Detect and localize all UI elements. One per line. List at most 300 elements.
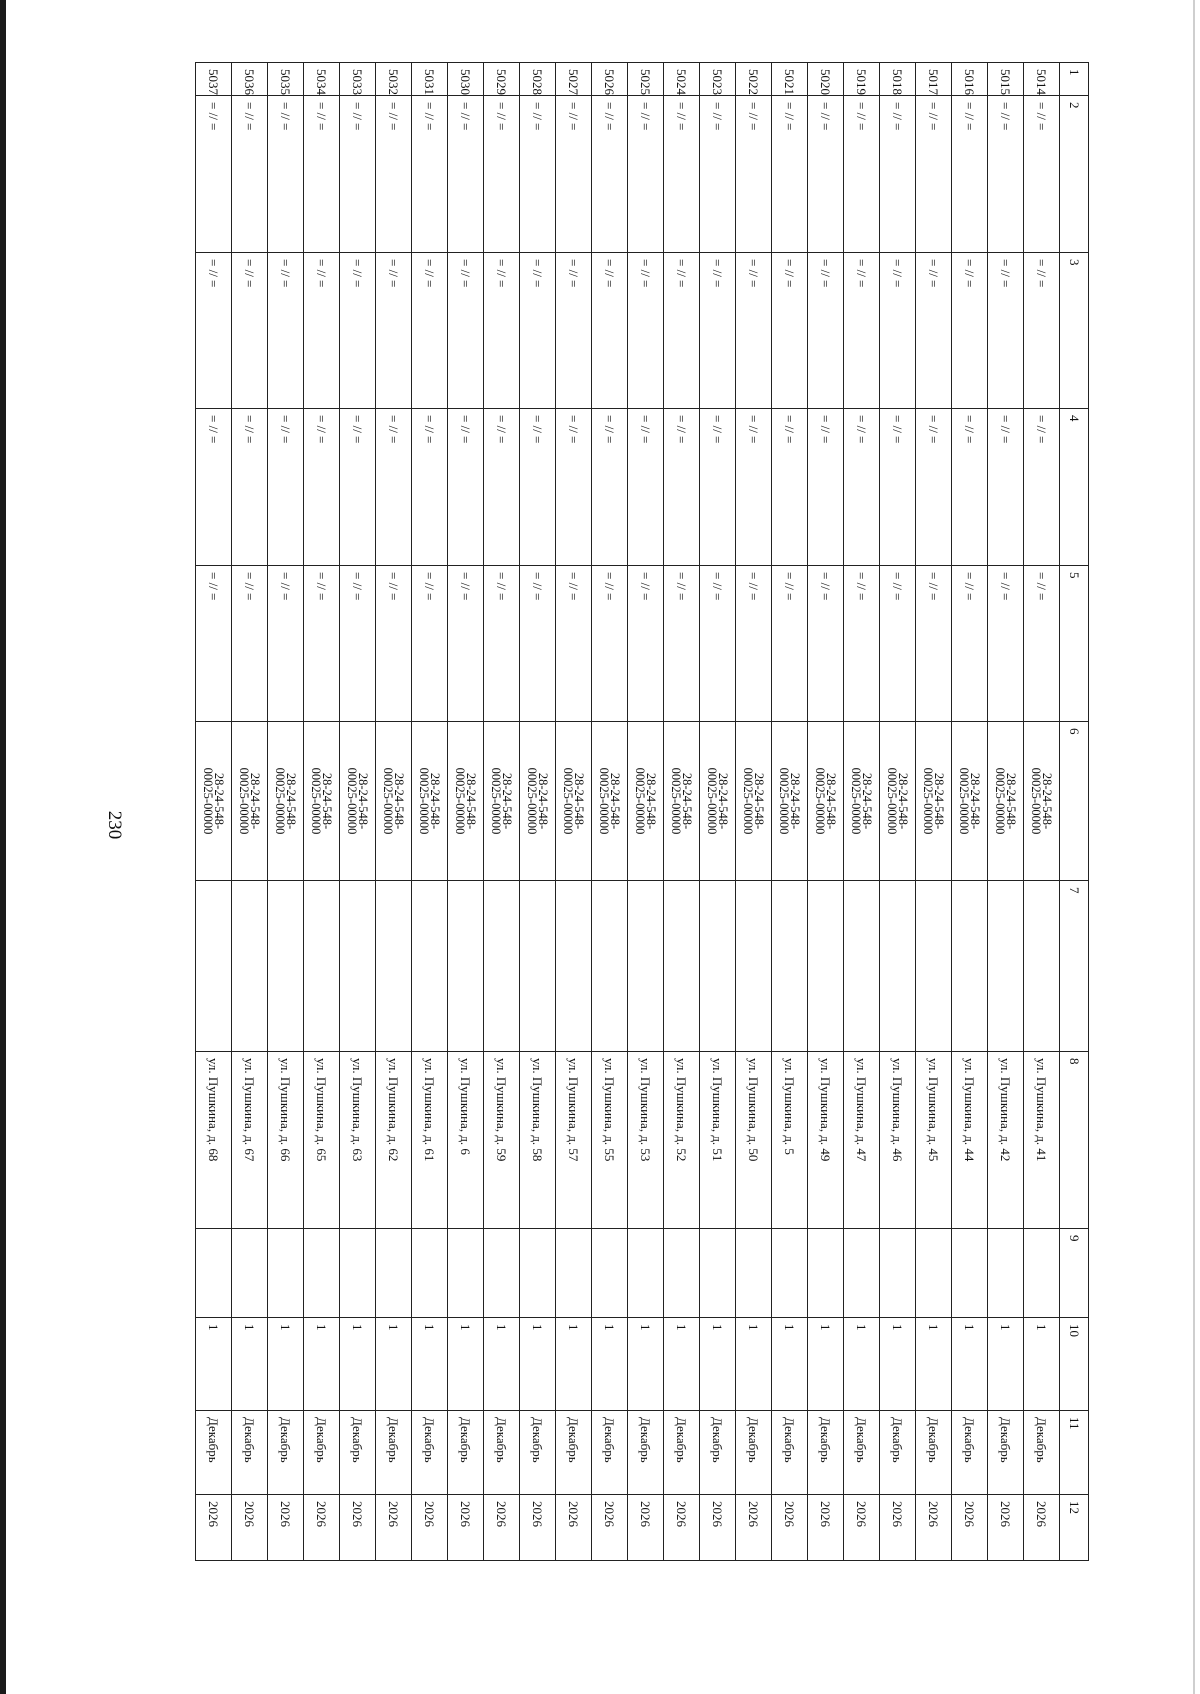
ditto-cell: = // = xyxy=(412,96,448,253)
quantity-cell: 1 xyxy=(340,1318,376,1411)
address-cell: ул. Пушкина, д. 41 xyxy=(1024,1052,1060,1229)
table-row xyxy=(844,63,880,1561)
address-cell: ул. Пушкина, д. 46 xyxy=(880,1052,916,1229)
column-header: 2 xyxy=(1060,96,1089,253)
scan-edge-right xyxy=(1193,0,1195,1694)
code-cell xyxy=(736,722,772,881)
ditto-cell: = // = xyxy=(484,96,520,253)
column-header: 11 xyxy=(1060,1411,1089,1495)
ditto-cell: = // = xyxy=(808,96,844,253)
ditto-cell: = // = xyxy=(952,409,988,566)
ditto-cell: = // = xyxy=(772,253,808,409)
row-number-cell: 5032 xyxy=(376,63,412,96)
address-cell: ул. Пушкина, д. 53 xyxy=(628,1052,664,1229)
code-cell xyxy=(700,722,736,881)
ditto-cell: = // = xyxy=(196,566,232,722)
ditto-cell: = // = xyxy=(196,96,232,253)
rotated-table-container xyxy=(195,62,1089,1560)
row-number-cell: 5037 xyxy=(196,63,232,96)
code-line-1: 28-24-548- xyxy=(1040,772,1055,830)
year-cell: 2026 xyxy=(304,1495,340,1561)
code-line-1: 28-24-548- xyxy=(932,772,947,830)
code-line-1: 28-24-548- xyxy=(320,772,335,830)
code-cell xyxy=(304,722,340,881)
month-cell: Декабрь xyxy=(304,1411,340,1495)
year-cell: 2026 xyxy=(772,1495,808,1561)
ditto-cell: = // = xyxy=(988,96,1024,253)
code-line-1: 28-24-548- xyxy=(284,772,299,830)
ditto-cell: = // = xyxy=(592,409,628,566)
code-line-1: 28-24-548- xyxy=(248,772,263,830)
row-number-cell: 5029 xyxy=(484,63,520,96)
ditto-cell: = // = xyxy=(484,409,520,566)
row-number-cell: 5014 xyxy=(1024,63,1060,96)
table-row xyxy=(268,63,304,1561)
table-row xyxy=(520,63,556,1561)
month-cell: Декабрь xyxy=(664,1411,700,1495)
empty-cell xyxy=(736,881,772,1052)
code-cell xyxy=(844,722,880,881)
address-cell: ул. Пушкина, д. 68 xyxy=(196,1052,232,1229)
row-number-cell: 5023 xyxy=(700,63,736,96)
quantity-cell: 1 xyxy=(772,1318,808,1411)
code-cell xyxy=(592,722,628,881)
empty-cell xyxy=(412,1229,448,1318)
empty-cell xyxy=(844,1229,880,1318)
ditto-cell: = // = xyxy=(700,409,736,566)
page-number: 230 xyxy=(104,810,125,840)
row-number-cell: 5019 xyxy=(844,63,880,96)
empty-cell xyxy=(448,881,484,1052)
ditto-cell: = // = xyxy=(232,566,268,722)
code-line-2: 00025-00000 xyxy=(669,767,684,835)
address-cell: ул. Пушкина, д. 42 xyxy=(988,1052,1024,1229)
year-cell: 2026 xyxy=(448,1495,484,1561)
address-cell: ул. Пушкина, д. 50 xyxy=(736,1052,772,1229)
empty-cell xyxy=(448,1229,484,1318)
ditto-cell: = // = xyxy=(628,409,664,566)
ditto-cell: = // = xyxy=(880,409,916,566)
ditto-cell: = // = xyxy=(232,253,268,409)
ditto-cell: = // = xyxy=(916,566,952,722)
ditto-cell: = // = xyxy=(664,566,700,722)
empty-cell xyxy=(628,1229,664,1318)
year-cell: 2026 xyxy=(808,1495,844,1561)
code-line-2: 00025-00000 xyxy=(417,767,432,835)
address-cell: ул. Пушкина, д. 57 xyxy=(556,1052,592,1229)
empty-cell xyxy=(520,881,556,1052)
table-row xyxy=(628,63,664,1561)
ditto-cell: = // = xyxy=(880,566,916,722)
code-line-1: 28-24-548- xyxy=(716,772,731,830)
year-cell: 2026 xyxy=(844,1495,880,1561)
empty-cell xyxy=(880,1229,916,1318)
column-header: 8 xyxy=(1060,1052,1089,1229)
empty-cell xyxy=(592,1229,628,1318)
row-number-cell: 5022 xyxy=(736,63,772,96)
row-number-cell: 5017 xyxy=(916,63,952,96)
table-row xyxy=(232,63,268,1561)
ditto-cell: = // = xyxy=(556,409,592,566)
ditto-cell: = // = xyxy=(304,409,340,566)
address-cell: ул. Пушкина, д. 52 xyxy=(664,1052,700,1229)
empty-cell xyxy=(520,1229,556,1318)
ditto-cell: = // = xyxy=(304,253,340,409)
empty-cell xyxy=(232,881,268,1052)
address-cell: ул. Пушкина, д. 66 xyxy=(268,1052,304,1229)
empty-cell xyxy=(1024,1229,1060,1318)
code-cell xyxy=(772,722,808,881)
quantity-cell: 1 xyxy=(196,1318,232,1411)
ditto-cell: = // = xyxy=(520,409,556,566)
ditto-cell: = // = xyxy=(808,566,844,722)
year-cell: 2026 xyxy=(484,1495,520,1561)
code-line-1: 28-24-548- xyxy=(968,772,983,830)
ditto-cell: = // = xyxy=(556,96,592,253)
ditto-cell: = // = xyxy=(520,96,556,253)
ditto-cell: = // = xyxy=(700,253,736,409)
quantity-cell: 1 xyxy=(736,1318,772,1411)
ditto-cell: = // = xyxy=(736,253,772,409)
code-cell xyxy=(664,722,700,881)
code-cell xyxy=(196,722,232,881)
empty-cell xyxy=(700,1229,736,1318)
column-header: 9 xyxy=(1060,1229,1089,1318)
empty-cell xyxy=(628,881,664,1052)
row-number-cell: 5020 xyxy=(808,63,844,96)
table-row xyxy=(340,63,376,1561)
ditto-cell: = // = xyxy=(664,409,700,566)
code-cell xyxy=(880,722,916,881)
column-header: 5 xyxy=(1060,566,1089,722)
quantity-cell: 1 xyxy=(412,1318,448,1411)
month-cell: Декабрь xyxy=(556,1411,592,1495)
code-cell xyxy=(484,722,520,881)
table-row xyxy=(880,63,916,1561)
month-cell: Декабрь xyxy=(772,1411,808,1495)
year-cell: 2026 xyxy=(232,1495,268,1561)
month-cell: Декабрь xyxy=(484,1411,520,1495)
address-cell: ул. Пушкина, д. 62 xyxy=(376,1052,412,1229)
month-cell: Декабрь xyxy=(340,1411,376,1495)
code-line-2: 00025-00000 xyxy=(489,767,504,835)
code-line-2: 00025-00000 xyxy=(993,767,1008,835)
ditto-cell: = // = xyxy=(952,96,988,253)
month-cell: Декабрь xyxy=(844,1411,880,1495)
empty-cell xyxy=(556,1229,592,1318)
code-line-2: 00025-00000 xyxy=(345,767,360,835)
quantity-cell: 1 xyxy=(988,1318,1024,1411)
code-line-1: 28-24-548- xyxy=(572,772,587,830)
quantity-cell: 1 xyxy=(628,1318,664,1411)
column-header: 6 xyxy=(1060,722,1089,881)
quantity-cell: 1 xyxy=(304,1318,340,1411)
table-row xyxy=(700,63,736,1561)
code-line-1: 28-24-548- xyxy=(536,772,551,830)
empty-cell xyxy=(772,881,808,1052)
ditto-cell: = // = xyxy=(484,566,520,722)
code-cell xyxy=(556,722,592,881)
month-cell: Декабрь xyxy=(376,1411,412,1495)
ditto-cell: = // = xyxy=(844,96,880,253)
ditto-cell: = // = xyxy=(268,96,304,253)
quantity-cell: 1 xyxy=(592,1318,628,1411)
code-line-2: 00025-00000 xyxy=(525,767,540,835)
code-line-1: 28-24-548- xyxy=(824,772,839,830)
table-row xyxy=(304,63,340,1561)
year-cell: 2026 xyxy=(556,1495,592,1561)
ditto-cell: = // = xyxy=(304,566,340,722)
ditto-cell: = // = xyxy=(412,409,448,566)
code-line-1: 28-24-548- xyxy=(608,772,623,830)
address-cell: ул. Пушкина, д. 45 xyxy=(916,1052,952,1229)
code-line-1: 28-24-548- xyxy=(896,772,911,830)
table-row xyxy=(772,63,808,1561)
quantity-cell: 1 xyxy=(664,1318,700,1411)
code-line-2: 00025-00000 xyxy=(849,767,864,835)
ditto-cell: = // = xyxy=(592,566,628,722)
ditto-cell: = // = xyxy=(196,253,232,409)
code-line-1: 28-24-548- xyxy=(860,772,875,830)
empty-cell xyxy=(484,1229,520,1318)
code-line-2: 00025-00000 xyxy=(561,767,576,835)
ditto-cell: = // = xyxy=(376,566,412,722)
quantity-cell: 1 xyxy=(880,1318,916,1411)
quantity-cell: 1 xyxy=(808,1318,844,1411)
row-number-cell: 5024 xyxy=(664,63,700,96)
row-number-cell: 5027 xyxy=(556,63,592,96)
ditto-cell: = // = xyxy=(736,566,772,722)
address-cell: ул. Пушкина, д. 55 xyxy=(592,1052,628,1229)
empty-cell xyxy=(664,1229,700,1318)
empty-cell xyxy=(412,881,448,1052)
ditto-cell: = // = xyxy=(376,409,412,566)
code-line-1: 28-24-548- xyxy=(356,772,371,830)
code-cell xyxy=(808,722,844,881)
ditto-cell: = // = xyxy=(664,96,700,253)
address-cell: ул. Пушкина, д. 5 xyxy=(772,1052,808,1229)
year-cell: 2026 xyxy=(880,1495,916,1561)
quantity-cell: 1 xyxy=(376,1318,412,1411)
empty-cell xyxy=(844,881,880,1052)
code-cell xyxy=(916,722,952,881)
empty-cell xyxy=(340,881,376,1052)
month-cell: Декабрь xyxy=(268,1411,304,1495)
empty-cell xyxy=(988,1229,1024,1318)
ditto-cell: = // = xyxy=(844,253,880,409)
code-line-2: 00025-00000 xyxy=(273,767,288,835)
code-line-2: 00025-00000 xyxy=(813,767,828,835)
ditto-cell: = // = xyxy=(520,566,556,722)
month-cell: Декабрь xyxy=(448,1411,484,1495)
ditto-cell: = // = xyxy=(772,566,808,722)
code-cell xyxy=(376,722,412,881)
year-cell: 2026 xyxy=(592,1495,628,1561)
address-cell: ул. Пушкина, д. 47 xyxy=(844,1052,880,1229)
ditto-cell: = // = xyxy=(880,253,916,409)
year-cell: 2026 xyxy=(952,1495,988,1561)
ditto-cell: = // = xyxy=(844,409,880,566)
empty-cell xyxy=(772,1229,808,1318)
ditto-cell: = // = xyxy=(1024,566,1060,722)
code-line-2: 00025-00000 xyxy=(777,767,792,835)
empty-cell xyxy=(988,881,1024,1052)
table-row xyxy=(484,63,520,1561)
address-cell: ул. Пушкина, д. 58 xyxy=(520,1052,556,1229)
ditto-cell: = // = xyxy=(700,96,736,253)
year-cell: 2026 xyxy=(412,1495,448,1561)
ditto-cell: = // = xyxy=(448,253,484,409)
row-number-cell: 5021 xyxy=(772,63,808,96)
year-cell: 2026 xyxy=(1024,1495,1060,1561)
row-number-cell: 5018 xyxy=(880,63,916,96)
quantity-cell: 1 xyxy=(844,1318,880,1411)
month-cell: Декабрь xyxy=(232,1411,268,1495)
ditto-cell: = // = xyxy=(628,566,664,722)
month-cell: Декабрь xyxy=(808,1411,844,1495)
year-cell: 2026 xyxy=(664,1495,700,1561)
month-cell: Декабрь xyxy=(880,1411,916,1495)
code-line-2: 00025-00000 xyxy=(921,767,936,835)
ditto-cell: = // = xyxy=(736,96,772,253)
empty-cell xyxy=(304,881,340,1052)
quantity-cell: 1 xyxy=(916,1318,952,1411)
address-cell: ул. Пушкина, д. 6 xyxy=(448,1052,484,1229)
empty-cell xyxy=(880,881,916,1052)
code-cell xyxy=(232,722,268,881)
code-line-2: 00025-00000 xyxy=(705,767,720,835)
empty-cell xyxy=(268,1229,304,1318)
address-cell: ул. Пушкина, д. 51 xyxy=(700,1052,736,1229)
empty-cell xyxy=(700,881,736,1052)
code-cell xyxy=(988,722,1024,881)
year-cell: 2026 xyxy=(520,1495,556,1561)
address-cell: ул. Пушкина, д. 63 xyxy=(340,1052,376,1229)
ditto-cell: = // = xyxy=(556,253,592,409)
table-row xyxy=(808,63,844,1561)
ditto-cell: = // = xyxy=(340,253,376,409)
code-line-2: 00025-00000 xyxy=(885,767,900,835)
year-cell: 2026 xyxy=(988,1495,1024,1561)
table-row xyxy=(196,63,232,1561)
month-cell: Декабрь xyxy=(952,1411,988,1495)
address-cell: ул. Пушкина, д. 49 xyxy=(808,1052,844,1229)
register-table xyxy=(195,62,1089,1561)
row-number-cell: 5031 xyxy=(412,63,448,96)
table-row xyxy=(736,63,772,1561)
ditto-cell: = // = xyxy=(448,409,484,566)
ditto-cell: = // = xyxy=(952,566,988,722)
empty-cell xyxy=(952,1229,988,1318)
ditto-cell: = // = xyxy=(916,253,952,409)
column-header: 12 xyxy=(1060,1495,1089,1561)
code-line-1: 28-24-548- xyxy=(212,772,227,830)
code-cell xyxy=(520,722,556,881)
code-line-1: 28-24-548- xyxy=(500,772,515,830)
table-row xyxy=(556,63,592,1561)
ditto-cell: = // = xyxy=(376,96,412,253)
month-cell: Декабрь xyxy=(736,1411,772,1495)
scan-edge-left xyxy=(0,0,6,1694)
ditto-cell: = // = xyxy=(664,253,700,409)
code-line-2: 00025-00000 xyxy=(453,767,468,835)
table-row xyxy=(592,63,628,1561)
row-number-cell: 5030 xyxy=(448,63,484,96)
quantity-cell: 1 xyxy=(520,1318,556,1411)
month-cell: Декабрь xyxy=(916,1411,952,1495)
row-number-cell: 5033 xyxy=(340,63,376,96)
year-cell: 2026 xyxy=(376,1495,412,1561)
address-cell: ул. Пушкина, д. 44 xyxy=(952,1052,988,1229)
table-body xyxy=(196,63,1060,1561)
ditto-cell: = // = xyxy=(484,253,520,409)
code-line-1: 28-24-548- xyxy=(464,772,479,830)
empty-cell xyxy=(484,881,520,1052)
code-line-2: 00025-00000 xyxy=(597,767,612,835)
ditto-cell: = // = xyxy=(1024,409,1060,566)
empty-cell xyxy=(376,1229,412,1318)
code-line-1: 28-24-548- xyxy=(752,772,767,830)
quantity-cell: 1 xyxy=(700,1318,736,1411)
column-header: 1 xyxy=(1060,63,1089,96)
code-line-2: 00025-00000 xyxy=(309,767,324,835)
ditto-cell: = // = xyxy=(628,96,664,253)
month-cell: Декабрь xyxy=(412,1411,448,1495)
ditto-cell: = // = xyxy=(268,566,304,722)
month-cell: Декабрь xyxy=(988,1411,1024,1495)
code-line-2: 00025-00000 xyxy=(381,767,396,835)
address-cell: ул. Пушкина, д. 67 xyxy=(232,1052,268,1229)
ditto-cell: = // = xyxy=(1024,96,1060,253)
empty-cell xyxy=(556,881,592,1052)
ditto-cell: = // = xyxy=(880,96,916,253)
ditto-cell: = // = xyxy=(448,96,484,253)
year-cell: 2026 xyxy=(700,1495,736,1561)
ditto-cell: = // = xyxy=(916,96,952,253)
table-row xyxy=(448,63,484,1561)
header-row xyxy=(1060,63,1089,1561)
empty-cell xyxy=(664,881,700,1052)
empty-cell xyxy=(196,881,232,1052)
empty-cell xyxy=(304,1229,340,1318)
empty-cell xyxy=(340,1229,376,1318)
ditto-cell: = // = xyxy=(952,253,988,409)
year-cell: 2026 xyxy=(268,1495,304,1561)
code-line-1: 28-24-548- xyxy=(644,772,659,830)
ditto-cell: = // = xyxy=(340,409,376,566)
row-number-cell: 5015 xyxy=(988,63,1024,96)
empty-cell xyxy=(808,1229,844,1318)
code-cell xyxy=(628,722,664,881)
year-cell: 2026 xyxy=(340,1495,376,1561)
code-line-2: 00025-00000 xyxy=(237,767,252,835)
ditto-cell: = // = xyxy=(268,253,304,409)
code-cell xyxy=(340,722,376,881)
month-cell: Декабрь xyxy=(1024,1411,1060,1495)
address-cell: ул. Пушкина, д. 61 xyxy=(412,1052,448,1229)
ditto-cell: = // = xyxy=(412,253,448,409)
code-cell xyxy=(952,722,988,881)
empty-cell xyxy=(808,881,844,1052)
quantity-cell: 1 xyxy=(448,1318,484,1411)
ditto-cell: = // = xyxy=(232,96,268,253)
table-row xyxy=(412,63,448,1561)
code-cell xyxy=(268,722,304,881)
month-cell: Декабрь xyxy=(700,1411,736,1495)
ditto-cell: = // = xyxy=(592,96,628,253)
table-row xyxy=(1024,63,1060,1561)
row-number-cell: 5036 xyxy=(232,63,268,96)
